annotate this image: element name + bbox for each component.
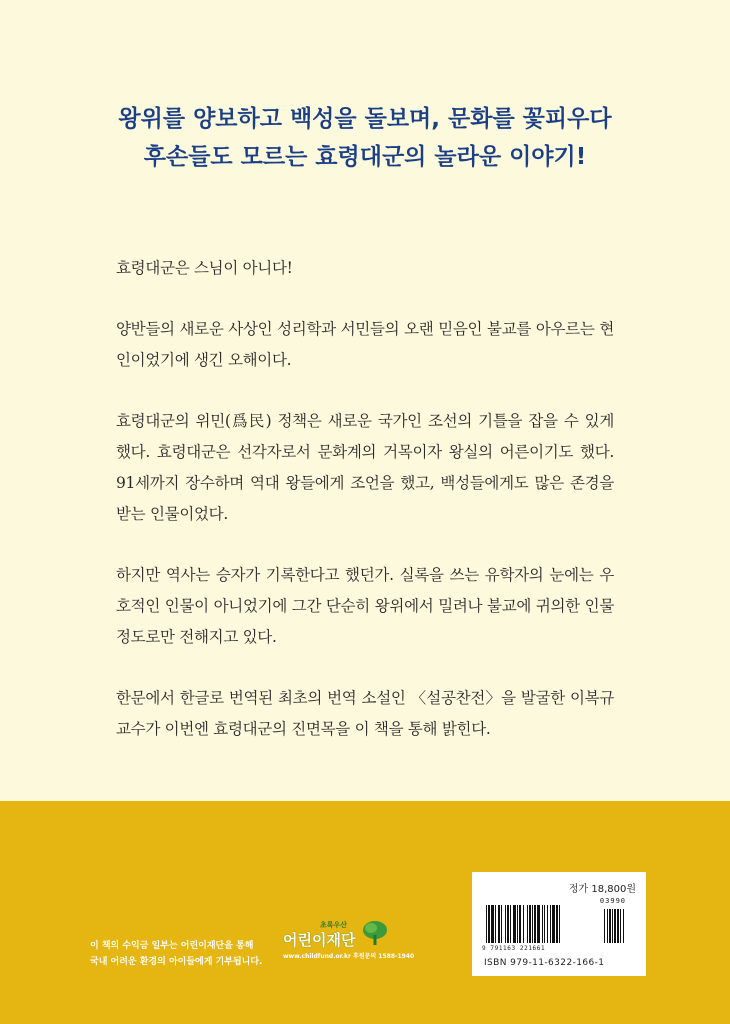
donation-notice-line-2: 국내 어려운 환경의 아이들에게 기부됩니다. (90, 957, 263, 967)
barcode-box (472, 872, 646, 976)
paragraph-3: 효령대군의 위민(爲民) 정책은 새로운 국가인 조선의 기틀을 잡을 수 있게 했다. 효령대군은 선각자로서 문화계의 거목이자 왕실의 어른이기도 했다. 91세까지 장수하며 역대 왕들에게 조언을 했고, 백성들에게도 많은 존경을 받는 인물이었다. (116, 412, 614, 523)
isbn-number: ISBN 979-11-6322-166-1 (484, 958, 605, 968)
childfund-logo (283, 917, 413, 967)
donation-notice (90, 938, 262, 970)
headline-line-2: 후손들도 모르는 효령대군의 놀라운 이야기! (143, 144, 587, 170)
paragraph-2: 양반들의 새로운 사상인 성리학과 서민들의 오랜 믿음인 불교를 아우르는 현인이었기에 생긴 오해이다. (116, 320, 614, 369)
donation-notice-line-1: 이 책의 수익금 일부는 어린이재단을 통해 (90, 941, 254, 951)
umbrella-tree-icon (361, 919, 389, 947)
paragraph-4: 하지만 역사는 승자가 기록한다고 했던가. 실록을 쓰는 유학자의 눈에는 우호적인 인물이 아니었기에 그간 단순히 왕위에서 밀려나 불교에 귀의한 인물 정도로만 전해지고 있다. (116, 566, 614, 646)
barcode-digits: 9 791163 221661 (482, 945, 546, 952)
logo-contact: www.childfund.or.kr 후원문의 1588-1940 (283, 953, 415, 960)
logo-title: 어린이재단 (283, 931, 356, 949)
paragraph-1: 효령대군은 스님이 아니다! (116, 259, 293, 277)
description-body (116, 253, 614, 775)
addon-code: 03990 (599, 897, 626, 905)
paragraph-5: 한문에서 한글로 번역된 최초의 번역 소설인 〈설공찬전〉을 발굴한 이복규 교수가 이번엔 효령대군의 진면목을 이 책을 통해 밝힌다. (116, 689, 614, 738)
headline (0, 100, 730, 176)
price-label: 정가 18,800원 (568, 884, 636, 895)
headline-line-1: 왕위를 양보하고 백성을 돌보며, 문화를 꽃피우다 (118, 106, 612, 132)
barcode-bars (486, 905, 634, 945)
logo-subtitle: 초록우산 (320, 921, 348, 929)
